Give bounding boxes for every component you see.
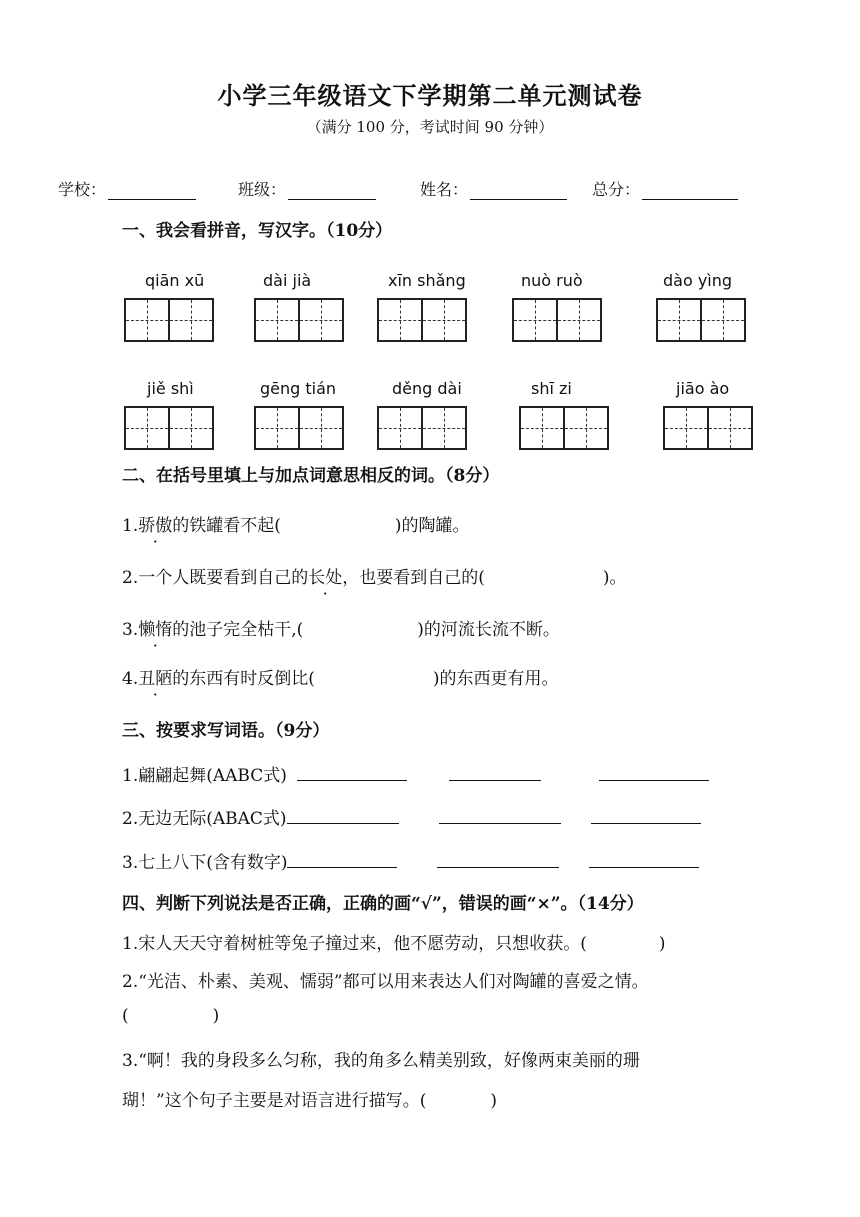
answer-blank[interactable] [591, 805, 701, 824]
writing-grid [124, 298, 212, 342]
writing-cell[interactable] [254, 298, 300, 342]
pinyin-label: shī zi [531, 379, 572, 398]
question-text: ，也要看到自己的( [342, 568, 485, 588]
section4-heading: 四、判断下列说法是否正确，正确的画“√”，错误的画“×”。（14分） [122, 894, 644, 914]
school-field [58, 177, 196, 200]
writing-cell[interactable] [124, 406, 170, 450]
writing-grid [663, 406, 751, 450]
writing-grid [512, 298, 600, 342]
class-label: 班级： [238, 180, 287, 199]
score-label: 总分： [592, 180, 641, 199]
pinyin-label: nuò ruò [521, 271, 583, 290]
question-3-3 [122, 848, 699, 873]
pinyin-label: dào yìng [663, 271, 733, 290]
writing-cell[interactable] [421, 298, 467, 342]
question-text: 3.“啊！我的身段多么匀称，我的角多么精美别致，好像两束美丽的珊 [122, 1051, 640, 1071]
section2-heading: 二、在括号里填上与加点词意思相反的词。（8分） [122, 466, 500, 486]
question-4-2 [122, 967, 649, 992]
class-field [238, 177, 376, 200]
writing-cell[interactable] [656, 298, 702, 342]
question-text: 的东西有时反倒比( [172, 669, 315, 689]
school-blank[interactable] [108, 181, 196, 200]
page-title: 小学三年级语文下学期第二单元测试卷 [217, 81, 643, 110]
dotted-word: 骄傲 [138, 516, 173, 536]
writing-cell[interactable] [700, 298, 746, 342]
pinyin-label: jiāo ào [676, 379, 730, 398]
question-2-2 [122, 563, 627, 588]
question-text: 2.“光洁、朴素、美观、懦弱”都可以用来表达人们对陶罐的喜爱之情。 [122, 972, 649, 992]
writing-grid [656, 298, 744, 342]
question-text: )的河流长流不断。 [417, 620, 560, 640]
writing-grid [254, 406, 342, 450]
dotted-word: 丑陋 [138, 669, 173, 689]
writing-cell[interactable] [663, 406, 709, 450]
question-text: 1.宋人天天守着树桩等兔子撞过来，他不愿劳动，只想收获。( [122, 934, 587, 954]
class-blank[interactable] [288, 181, 376, 200]
section3-heading: 三、按要求写词语。（9分） [122, 721, 330, 741]
writing-cell[interactable] [298, 298, 344, 342]
page-subtitle: （满分 100 分，考试时间 90 分钟） [306, 118, 554, 136]
writing-cell[interactable] [377, 298, 423, 342]
pinyin-label: děng dài [392, 379, 462, 398]
answer-blank[interactable] [287, 805, 399, 824]
writing-cell[interactable] [168, 298, 214, 342]
question-2-4 [122, 664, 559, 689]
pinyin-label: gēng tián [260, 379, 337, 398]
question-text: )的陶罐。 [394, 516, 470, 536]
question-text: )的东西更有用。 [432, 669, 559, 689]
writing-cell[interactable] [556, 298, 602, 342]
writing-grid [377, 406, 465, 450]
question-text: )。 [602, 568, 627, 588]
dotted-word: 长处 [308, 568, 343, 588]
school-label: 学校： [58, 180, 107, 199]
question-text: ( [122, 1006, 129, 1026]
question-text: 瑚！”这个句子主要是对语言进行描写。( [122, 1091, 427, 1111]
question-4-2-answer [122, 1006, 219, 1026]
question-4-3-cont [122, 1086, 497, 1111]
question-text: 的池子完全枯干,( [172, 620, 304, 640]
writing-grid [519, 406, 607, 450]
pinyin-label: qiān xū [145, 271, 205, 290]
question-number: 4. [122, 669, 139, 689]
writing-cell[interactable] [254, 406, 300, 450]
question-number: 1. [122, 516, 139, 536]
writing-cell[interactable] [298, 406, 344, 450]
writing-cell[interactable] [563, 406, 609, 450]
writing-cell[interactable] [377, 406, 423, 450]
writing-cell[interactable] [707, 406, 753, 450]
writing-grid [377, 298, 465, 342]
name-blank[interactable] [470, 181, 567, 200]
question-3-2 [122, 804, 701, 829]
name-field [420, 177, 567, 200]
score-blank[interactable] [642, 181, 738, 200]
question-4-1 [122, 929, 666, 954]
question-text: ) [658, 934, 666, 954]
writing-cell[interactable] [124, 298, 170, 342]
writing-grid [254, 298, 342, 342]
pinyin-label: dài jià [263, 271, 312, 290]
question-number: 2. [122, 568, 139, 588]
question-text: 1.翩翩起舞(AABC式) [122, 766, 287, 786]
writing-cell[interactable] [519, 406, 565, 450]
writing-cell[interactable] [512, 298, 558, 342]
question-text: 3.七上八下(含有数字) [122, 853, 288, 873]
answer-blank[interactable] [589, 849, 699, 868]
answer-blank[interactable] [297, 762, 407, 781]
section1-heading: 一、我会看拼音，写汉字。（10分） [122, 221, 393, 241]
question-4-3 [122, 1046, 640, 1071]
answer-blank[interactable] [437, 849, 559, 868]
dotted-word: 懒惰 [138, 620, 173, 640]
answer-blank[interactable] [439, 805, 561, 824]
question-2-1 [122, 511, 470, 536]
answer-blank[interactable] [287, 849, 397, 868]
question-text: ) [212, 1006, 220, 1026]
pinyin-label: jiě shì [147, 379, 194, 398]
answer-blank[interactable] [599, 762, 709, 781]
writing-grid [124, 406, 212, 450]
question-text: 一个人既要看到自己的 [138, 568, 309, 588]
answer-blank[interactable] [449, 762, 541, 781]
score-field [592, 177, 738, 200]
name-label: 姓名： [420, 180, 469, 199]
question-3-1 [122, 761, 709, 786]
question-text: 的铁罐看不起( [172, 516, 281, 536]
writing-cell[interactable] [168, 406, 214, 450]
writing-cell[interactable] [421, 406, 467, 450]
question-text: ) [490, 1091, 497, 1111]
question-text: 2.无边无际(ABAC式) [122, 809, 287, 829]
question-number: 3. [122, 620, 139, 640]
pinyin-label: xīn shǎng [388, 271, 466, 290]
question-2-3 [122, 615, 560, 640]
